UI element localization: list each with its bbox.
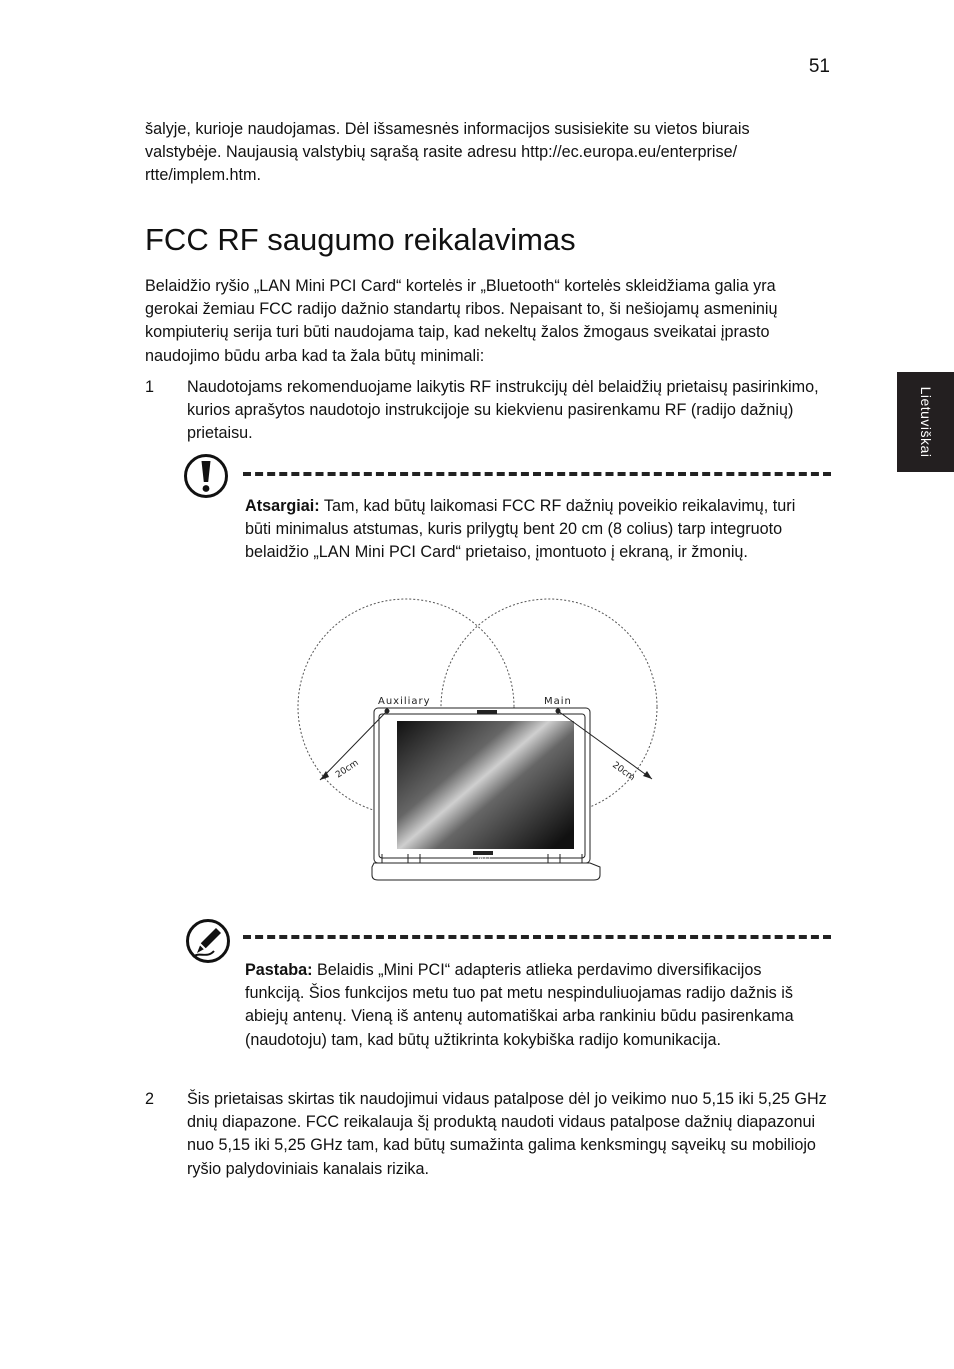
exclamation-icon <box>182 452 230 500</box>
caution-text: Tam, kad būtų laikomasi FCC RF dažnių poveikio reikalavimų, turi būti minimalus atstumas, kuris prilygtų bent 20 cm (8 colius) tarp integruoto belaidžio „LAN Mini PCI Card“ prietaiso, įmontuoto į ekraną, ir žmonių. <box>245 497 796 562</box>
list-item-text: Naudotojams rekomenduojame laikytis RF instrukcijų dėl belaidžių prietaisų pasirinkimo, kurios aprašytos naudotojo instrukcijoje su kiekvienu pasirenkamu RF (radijo dažnių) prietaisu. <box>187 378 819 443</box>
page-number: 51 <box>808 56 830 77</box>
intro-paragraph: šalyje, kurioje naudojamas. Dėl išsamesnės informacijos susisiekite su vietos biurais valstybėje. Naujausią valstybių sąrašą rasite adresu http://ec.europa.eu/enterprise/ rtte/implem.htm. <box>145 120 750 185</box>
note-text: Belaidis „Mini PCI“ adapteris atlieka perdavimo diversifikacijos funkciją. Šios funkcijos metu tuo pat metu nespinduliuojamas radijo dažnis iš abiejų antenų. Vieną iš antenų automatiškai arba rankiniu būdu pasirenkama (naudotoju) tam, kad būtų užtikrinta kokybiška radijo komunikacija. <box>245 961 794 1049</box>
main-distance-label: 20cm <box>610 760 637 784</box>
lead-paragraph: Belaidžio ryšio „LAN Mini PCI Card“ kortelės ir „Bluetooth“ kortelės skleidžiama galia yra gerokai žemiau FCC radijo dažnio standartų ribos. Nepaisant to, ši nešiojamų asmeninių kompiuterių serija turi būti naudojama taip, kad nekeltų žalos žmogaus sveikatai įprasto naudojimo būdu arba kad ta žala būtų minimali: <box>145 277 778 365</box>
antenna-range-diagram <box>290 590 690 890</box>
note-divider <box>243 935 831 939</box>
auxiliary-distance-label: 20cm <box>334 758 361 781</box>
caution-paragraph <box>245 495 805 565</box>
language-side-tab-label: Lietuviškai <box>917 386 934 458</box>
note-label: Pastaba: <box>245 961 313 979</box>
pen-note-icon <box>184 917 232 965</box>
auxiliary-label: Auxiliary <box>378 696 431 707</box>
caution-label: Atsargiai: <box>245 497 320 515</box>
main-label: Main <box>544 696 572 707</box>
language-side-tab <box>897 372 954 472</box>
list-item-text: Šis prietaisas skirtas tik naudojimui vidaus patalpose dėl jo veikimo nuo 5,15 iki 5,25 GHz dnių diapazone. FCC reikalauja šį produktą naudoti vidaus patalpose dažnių diapazonui nuo 5,15 iki 5,25 GHz tam, kad būtų sumažinta galima kenksmingų sąveikų su mobiliojo ryšio palydoviniais kanalais rizika. <box>187 1090 827 1178</box>
caution-divider <box>243 472 831 476</box>
section-heading: FCC RF saugumo reikalavimas <box>145 222 576 257</box>
list-item-number: 1 <box>145 378 155 396</box>
note-paragraph <box>245 959 805 1052</box>
list-item-number: 2 <box>145 1090 155 1108</box>
laptop-logo: acer <box>478 854 492 861</box>
